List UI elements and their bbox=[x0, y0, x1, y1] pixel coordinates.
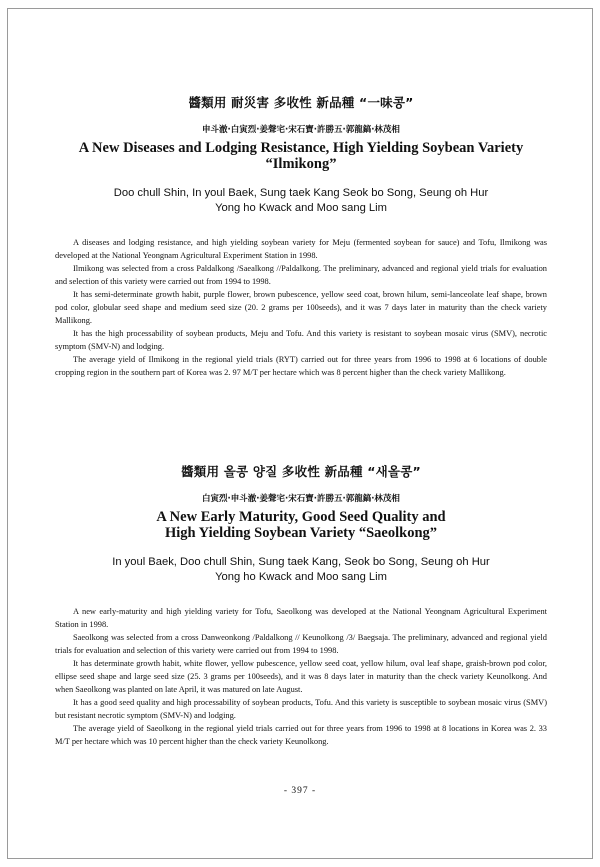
abstract-paragraph: It has the high processability of soybean products, Meju and Tofu. And this variety is resistant to soybean mosaic virus (SMV), necrotic symptom (SMV-N) and lodging. bbox=[55, 329, 547, 351]
abstract-paragraph: It has determinate growth habit, white flower, yellow pubescence, yellow seed coat, yellow hilum, oval leaf shape, graish-brown pod color, ellipse seed shape and large seed size (25. 3 grams per 100seeds), and it was 8 days later in maturity than the check variety Keunolkong. And when Saeolkong was planted on late April, it was matured on late August. bbox=[55, 659, 547, 694]
english-authors-line-2: Yong ho Kwack and Moo sang Lim bbox=[215, 571, 387, 583]
korean-title: 醬類用 耐災害 多收性 新品種 “一味콩” bbox=[188, 95, 414, 110]
abstract-paragraph: Saeolkong was selected from a cross Danweonkong /Paldalkong // Keunolkong /3/ Baegsaja. The preliminary, advanced and regional yield trials for evaluation and selection of this variety were carried out from 1994 to 1998. bbox=[55, 633, 547, 655]
english-title-line-2: High Yielding Soybean Variety “Saeolkong” bbox=[164, 525, 438, 541]
page-number: - 397 - bbox=[283, 786, 317, 796]
english-authors bbox=[55, 555, 547, 585]
english-title bbox=[55, 140, 547, 172]
article-ilmikong bbox=[55, 93, 547, 379]
english-title-line-1: A New Diseases and Lodging Resistance, High Yielding Soybean Variety bbox=[78, 140, 524, 156]
english-title-line-1: A New Early Maturity, Good Seed Quality and bbox=[156, 509, 446, 525]
english-authors-line-1: In youl Baek, Doo chull Shin, Sung taek Kang, Seok bo Song, Seung oh Hur bbox=[112, 556, 490, 568]
english-title bbox=[55, 509, 547, 541]
korean-authors: 申斗澈·白寅烈·姜聲宅·宋石寶·許勝五·郭龍鎬·林茂相 bbox=[202, 125, 400, 135]
korean-title: 醬類用 올콩 양질 多收性 新品種 “새올콩” bbox=[181, 464, 421, 479]
english-authors bbox=[55, 186, 547, 216]
english-authors-line-1: Doo chull Shin, In youl Baek, Sung taek Kang Seok bo Song, Seung oh Hur bbox=[113, 187, 489, 199]
abstract-paragraph: The average yield of Saeolkong in the regional yield trials carried out for three years from 1996 to 1998 at 8 locations in Korea was 2. 33 M/T per hectare which was 10 percent higher than the check variety Keunolkong. bbox=[55, 724, 547, 746]
korean-authors: 白寅烈·申斗澈·姜聲宅·宋石寶·許勝五·郭龍鎬·林茂相 bbox=[202, 494, 400, 504]
article-saeolkong bbox=[55, 462, 547, 748]
abstract bbox=[55, 605, 547, 748]
abstract-paragraph: It has a good seed quality and high processability of soybean products, Tofu. And this variety is susceptible to soybean mosaic virus (SMV) but resistant necrotic symptom (SMV-N) and lodging. bbox=[55, 698, 547, 720]
abstract-paragraph: A new early-maturity and high yielding variety for Tofu, Saeolkong was developed at the National Yeongnam Agricultural Experiment Station in 1998. bbox=[55, 607, 547, 629]
abstract bbox=[55, 236, 547, 379]
abstract-paragraph: The average yield of Ilmikong in the regional yield trials (RYT) carried out for three years from 1996 to 1998 at 6 locations of double cropping region in the southern part of Korea was 2. 97 M/T per hectare which was 8 percent higher than the check variety Mallikong. bbox=[55, 355, 547, 377]
english-title-line-2: “Ilmikong” bbox=[265, 156, 337, 172]
abstract-paragraph: A diseases and lodging resistance, and high yielding soybean variety for Meju (fermented soybean for sauce) and Tofu, Ilmikong was developed at the National Yeongnam Agricultural Experiment Station in 1998. bbox=[55, 238, 547, 260]
abstract-paragraph: Ilmikong was selected from a cross Paldalkong /Saealkong //Paldalkong. The preliminary, advanced and regional yield trials for evaluation and selection of this variety were carried out from 1994 to 1998. bbox=[55, 264, 547, 286]
abstract-paragraph: It has semi-determinate growth habit, purple flower, brown pubescence, yellow seed coat, brown hilum, semi-lanceolate leaf shape, brown pod color, globular seed shape and medium seed size (20. 2 grams per 100seeds), and it was 7 days later in maturity than the check variety Mallikong. bbox=[55, 290, 547, 325]
english-authors-line-2: Yong ho Kwack and Moo sang Lim bbox=[215, 202, 387, 214]
